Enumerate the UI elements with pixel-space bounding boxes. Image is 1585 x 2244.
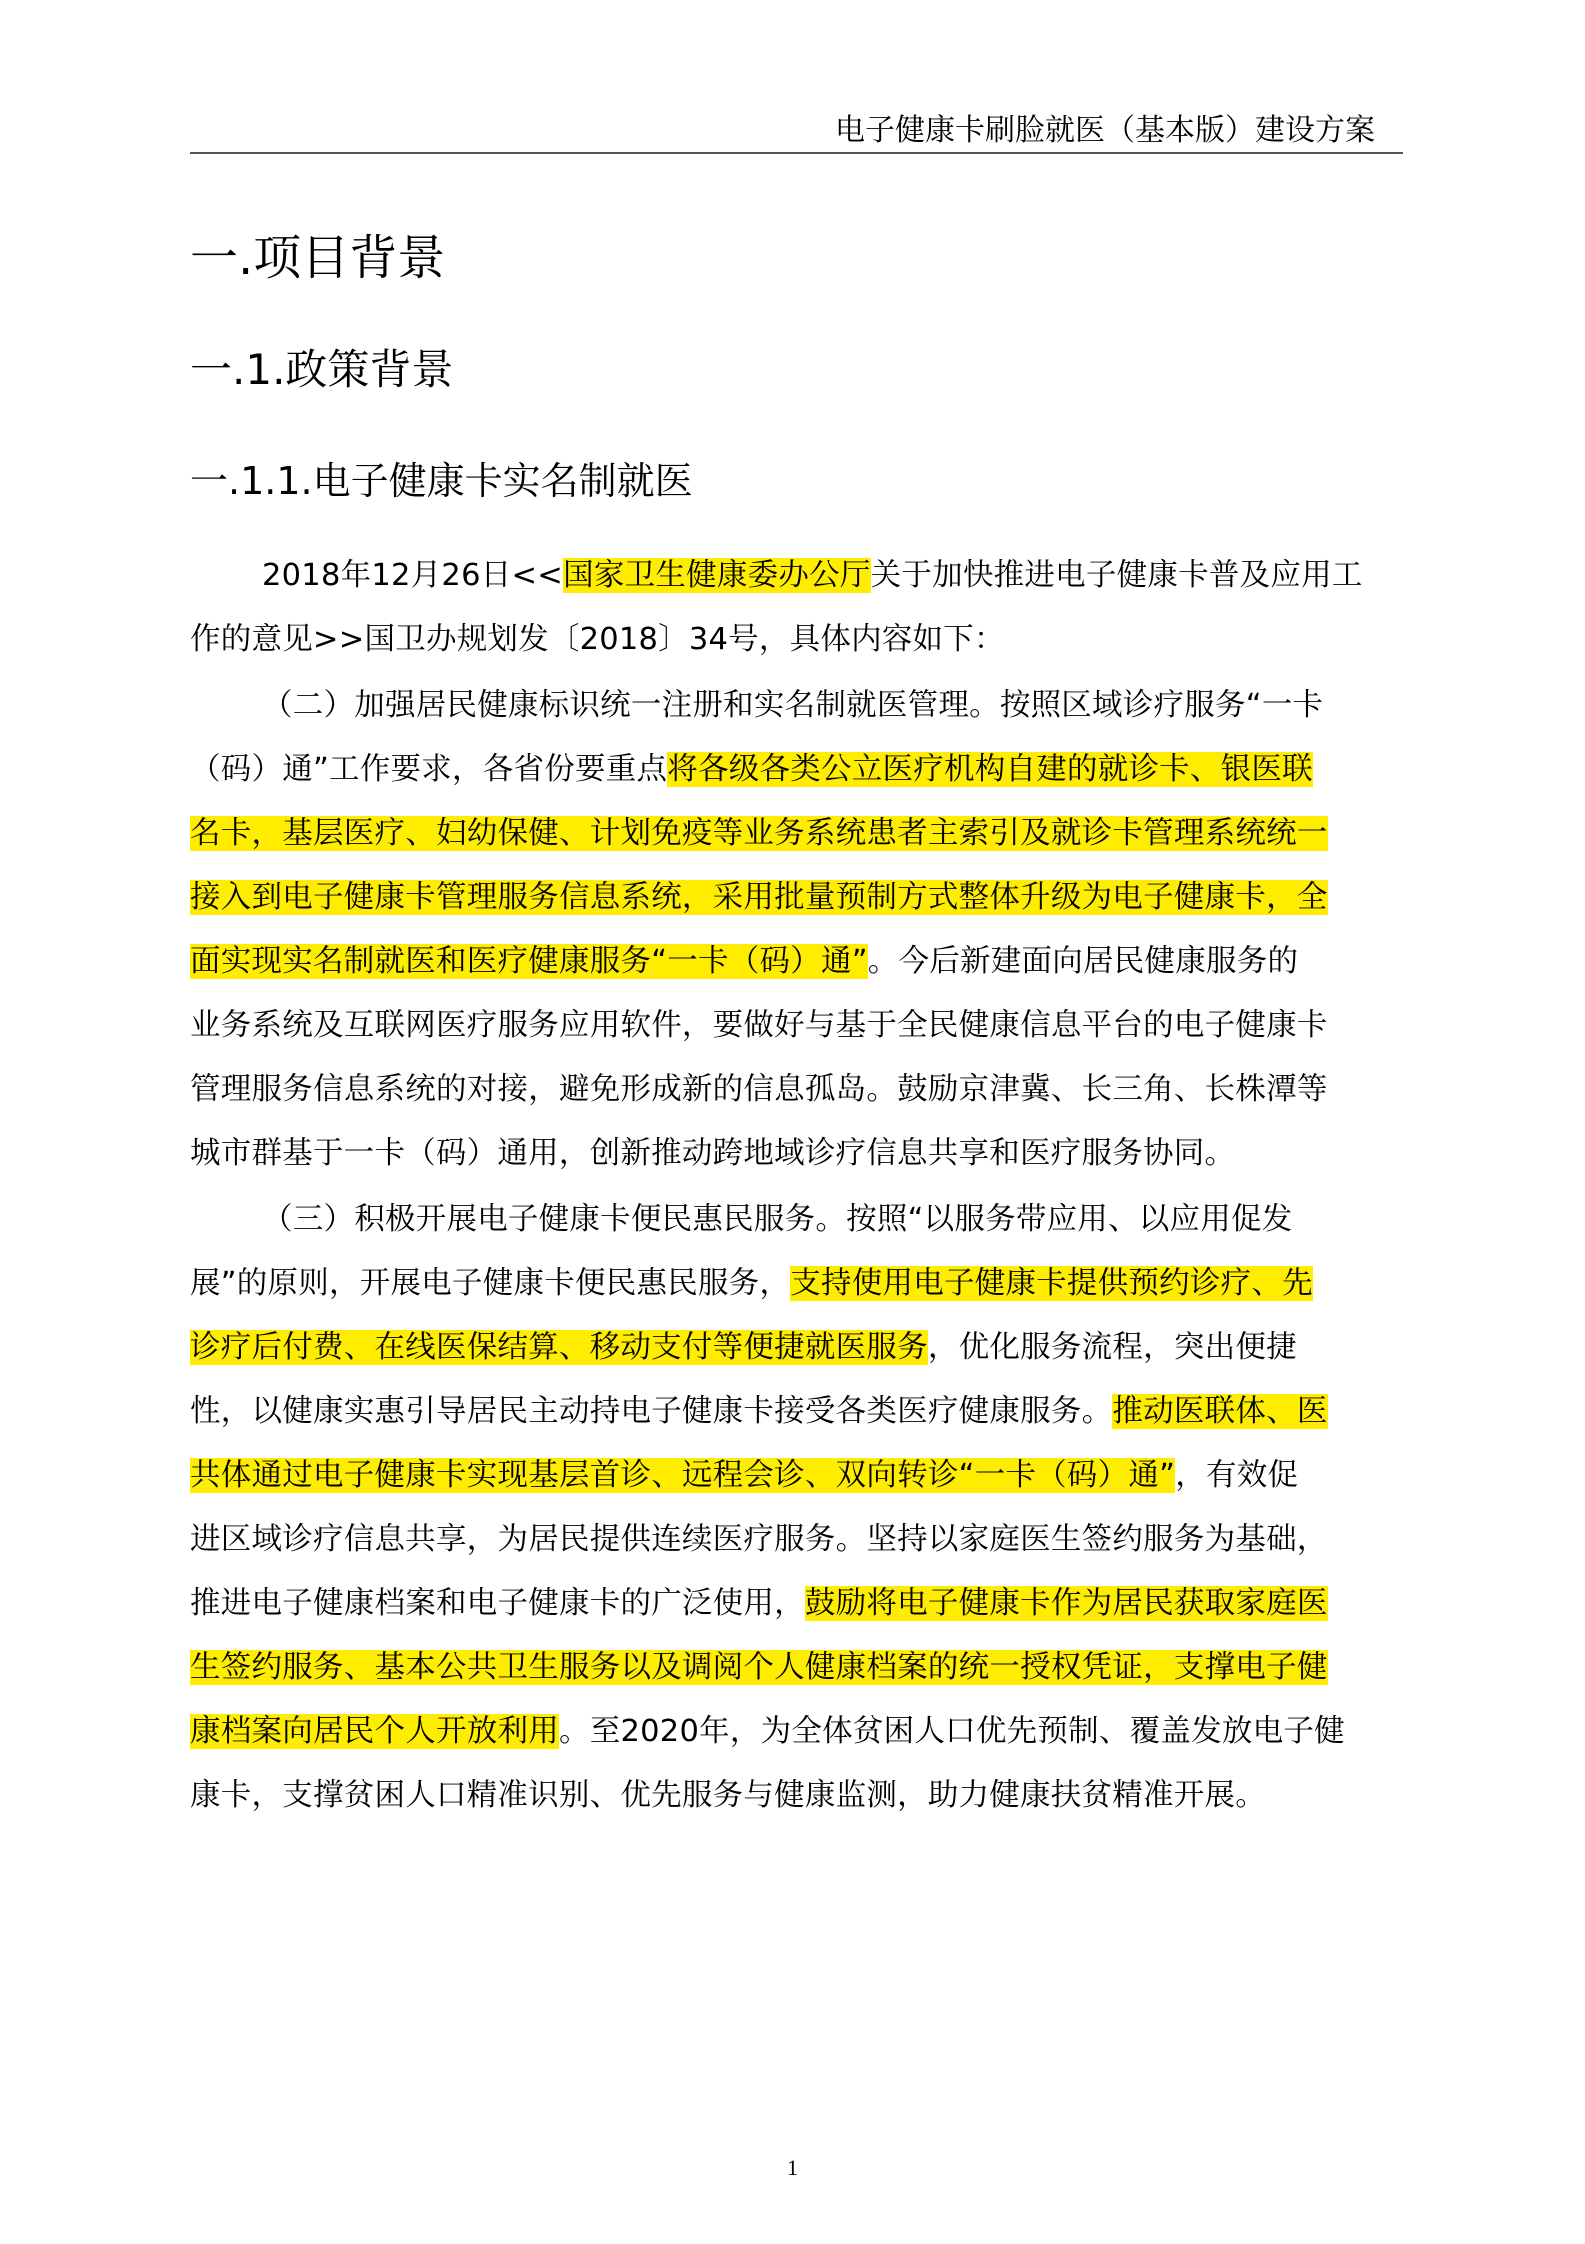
text-line [190,802,1405,866]
text-line [190,1508,1405,1572]
text-line [190,608,1405,672]
text-line [190,544,1405,608]
text-line [190,994,1405,1058]
text-run: 作的意见>>国卫办规划发〔2018〕34号，具体内容如下： [190,622,1005,657]
text-run: 管理服务信息系统的对接，避免形成新的信息孤岛。鼓励京津冀、长三角、长株潭等 [190,1072,1328,1107]
text-line [190,1188,1405,1252]
text-run: （二）加强居民健康标识统一注册和实名制就医管理。按照区域诊疗服务“一卡 [262,688,1324,723]
text-line [190,1700,1405,1764]
text-run: 关于加快推进电子健康卡普及应用工 [870,558,1363,593]
highlighted-text: 国家卫生健康委办公厅 [563,558,871,593]
highlighted-text: 接入到电子健康卡管理服务信息系统，采用批量预制方式整体升级为电子健康卡，全 [190,880,1328,915]
highlighted-text: 共体通过电子健康卡实现基层首诊、远程会诊、双向转诊“一卡（码）通” [190,1458,1176,1493]
text-run: 进区域诊疗信息共享，为居民提供连续医疗服务。坚持以家庭医生签约服务为基础， [190,1522,1328,1557]
text-line [190,1058,1405,1122]
highlighted-text: 鼓励将电子健康卡作为居民获取家庭医 [804,1586,1328,1621]
text-run: 展”的原则，开展电子健康卡便民惠民服务， [190,1266,791,1301]
text-line [190,738,1405,802]
text-run: ，优化服务流程，突出便捷 [927,1330,1297,1365]
text-run: 推进电子健康档案和电子健康卡的广泛使用， [190,1586,805,1621]
text-line [190,930,1405,994]
text-run: （码）通”工作要求，各省份要重点 [190,752,668,787]
text-line [190,1572,1405,1636]
header-divider [190,152,1403,154]
text-line [190,1444,1405,1508]
text-line [190,1316,1405,1380]
text-line [190,866,1405,930]
text-run: 2018年12月26日<< [262,558,564,593]
text-run: ，有效促 [1175,1458,1299,1493]
text-run: 。今后新建面向居民健康服务的 [867,944,1299,979]
paragraph [190,544,1405,672]
text-run: 。至2020年，为全体贫困人口优先预制、覆盖发放电子健 [558,1714,1345,1749]
heading-level-3: 一.1.1.电子健康卡实名制就医 [190,459,693,503]
highlighted-text: 名卡，基层医疗、妇幼保健、计划免疫等业务系统患者主索引及就诊卡管理系统统一 [190,816,1328,851]
text-run: 城市群基于一卡（码）通用，创新推动跨地域诊疗信息共享和医疗服务协同。 [190,1136,1236,1171]
paragraph [190,674,1405,1186]
running-header-title: 电子健康卡刷脸就医（基本版）建设方案 [835,113,1375,148]
heading-level-1: 一.项目背景 [190,230,446,286]
highlighted-text: 面实现实名制就医和医疗健康服务“一卡（码）通” [190,944,868,979]
text-line [190,1122,1405,1186]
text-line [190,1252,1405,1316]
highlighted-text: 支持使用电子健康卡提供预约诊疗、先 [790,1266,1313,1301]
heading-level-2: 一.1.政策背景 [190,345,454,394]
paragraph [190,1188,1405,1828]
body-text [190,544,1405,1830]
highlighted-text: 康档案向居民个人开放利用 [190,1714,559,1749]
text-line [190,1380,1405,1444]
text-line [190,674,1405,738]
text-line [190,1764,1405,1828]
highlighted-text: 生签约服务、基本公共卫生服务以及调阅个人健康档案的统一授权凭证，支撑电子健 [190,1650,1328,1685]
text-run: 性，以健康实惠引导居民主动持电子健康卡接受各类医疗健康服务。 [190,1394,1113,1429]
text-run: （三）积极开展电子健康卡便民惠民服务。按照“以服务带应用、以应用促发 [262,1202,1293,1237]
text-line [190,1636,1405,1700]
page-number: 1 [787,2155,798,2180]
highlighted-text: 将各级各类公立医疗机构自建的就诊卡、银医联 [667,752,1313,787]
text-run: 康卡，支撑贫困人口精准识别、优先服务与健康监测，助力健康扶贫精准开展。 [190,1778,1266,1813]
highlighted-text: 推动医联体、医 [1112,1394,1328,1429]
text-run: 业务系统及互联网医疗服务应用软件，要做好与基于全民健康信息平台的电子健康卡 [190,1008,1328,1043]
highlighted-text: 诊疗后付费、在线医保结算、移动支付等便捷就医服务 [190,1330,928,1365]
